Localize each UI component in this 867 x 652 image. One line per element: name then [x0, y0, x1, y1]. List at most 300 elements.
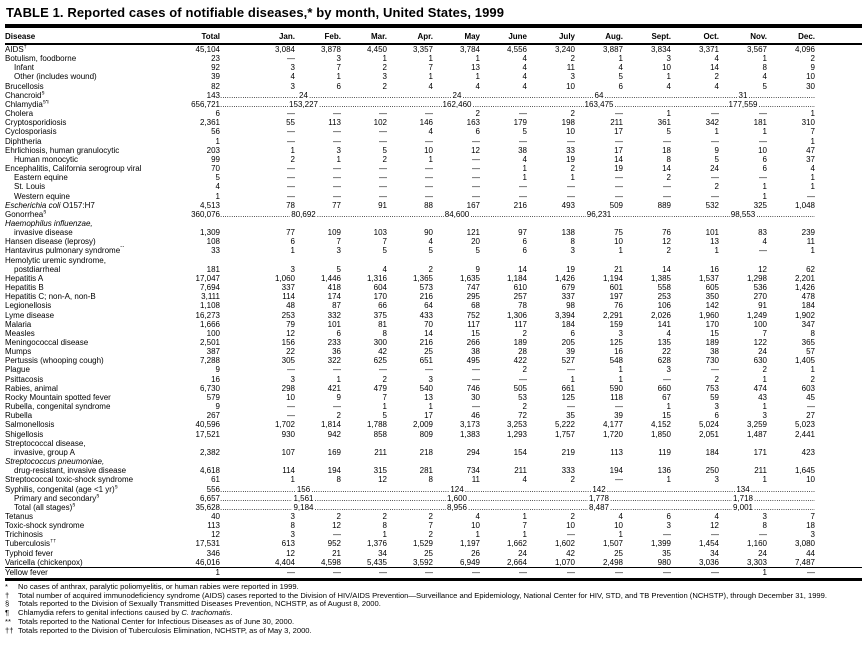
- cell-month: 4: [522, 72, 527, 82]
- cell-month: 4: [714, 54, 719, 64]
- footnote-symbol: §: [5, 599, 10, 609]
- cell-month: —: [333, 191, 341, 201]
- cell-month: 361: [657, 118, 671, 128]
- cell-spacer: [815, 164, 862, 173]
- cell-spacer: [815, 274, 862, 283]
- cell-month: 3: [666, 521, 671, 531]
- cell-spacer: [815, 72, 862, 81]
- table-body: [5, 44, 862, 577]
- cell-month: 70: [424, 319, 433, 329]
- cell-month: 3,878: [320, 45, 341, 54]
- table-row: [5, 109, 862, 118]
- cell-month: 6: [762, 164, 767, 174]
- cell-month: —: [663, 136, 671, 146]
- cell-month: 2: [382, 63, 387, 73]
- cell-total: 2,361: [199, 118, 220, 128]
- table-row: [5, 311, 862, 320]
- cell-month: 117: [467, 319, 480, 329]
- cell-month: —: [807, 191, 815, 201]
- table-row: [5, 91, 862, 100]
- cell-month: —: [480, 567, 527, 577]
- footnote-text: Totals reported to the Division of Tuberculosis Elimination, NCHSTP, as of May 3, 2000.: [18, 625, 312, 635]
- table-row: [5, 356, 862, 365]
- disease-label: AIDS†: [5, 44, 27, 54]
- cell-month: 10: [566, 81, 575, 91]
- cell-month: —: [425, 136, 433, 146]
- table-row: [5, 265, 862, 274]
- disease-label: Salmonellosis: [5, 420, 55, 430]
- table-row: [5, 274, 862, 283]
- disease-label: Psittacosis: [5, 374, 44, 384]
- cell-month: —: [287, 54, 295, 64]
- cell-total: 2,501: [199, 338, 220, 347]
- cell-month: 7: [428, 63, 433, 73]
- cell-spacer: [815, 63, 862, 72]
- cell-month: 3: [428, 374, 433, 384]
- cell-month: 422: [513, 356, 527, 366]
- cell-spacer: [815, 91, 862, 100]
- cell-month: 333: [561, 466, 575, 476]
- cell-month: 2,026: [650, 310, 671, 320]
- disease-label: Infant: [14, 63, 35, 73]
- cell-month: —: [567, 182, 575, 192]
- disease-label: Yellow fever: [5, 567, 190, 577]
- cell-month: 19: [614, 164, 623, 174]
- cell-month: 1: [618, 374, 623, 384]
- cell-month: 753: [705, 383, 719, 393]
- cell-month: 281: [419, 466, 433, 476]
- table-row: [5, 420, 862, 429]
- cell-month: 6: [666, 511, 671, 521]
- cell-spacer: [815, 558, 862, 568]
- cell-spacer: [815, 118, 862, 127]
- cell-month: 3: [290, 63, 295, 73]
- cell-month: 4: [618, 511, 623, 521]
- cell-month: 1: [570, 374, 575, 384]
- disease-label: Hepatitis C; non-A, non-B: [5, 292, 96, 302]
- cell-month: 1: [336, 72, 341, 82]
- cell-quarter: ..... 24 .....: [220, 91, 387, 100]
- table-header-row: [5, 28, 862, 44]
- table-row: [5, 558, 862, 568]
- cell-spacer: [815, 356, 862, 365]
- cell-month: 479: [373, 383, 387, 393]
- cell-month: 117: [514, 319, 527, 329]
- cell-month: 536: [753, 283, 767, 293]
- cell-month: 660: [657, 383, 671, 393]
- cell-month: 18: [806, 521, 815, 531]
- cell-month: 97: [518, 228, 527, 238]
- cell-total: 17,531: [195, 539, 220, 549]
- cell-month: 7: [428, 521, 433, 531]
- cell-quarter: ..... 156 .....: [220, 485, 387, 494]
- cell-spacer: [815, 44, 862, 54]
- cell-spacer: [815, 375, 862, 384]
- cell-total: 7,288: [199, 356, 220, 366]
- disease-label: Brucellosis: [5, 81, 44, 91]
- table-row: [5, 118, 862, 127]
- cell-spacer: [815, 146, 862, 155]
- cell-month: 2,051: [698, 429, 719, 439]
- cell-month: 3: [570, 72, 575, 82]
- disease-label: Toxic-shock syndrome: [5, 521, 85, 531]
- cell-month: —: [615, 191, 623, 201]
- cell-month: 9: [336, 392, 341, 402]
- table-row: [5, 411, 862, 420]
- cell-month: —: [472, 136, 480, 146]
- footnote-symbol: ††: [5, 625, 14, 635]
- cell-total: 17,047: [195, 273, 220, 283]
- cell-total: 1,309: [199, 228, 220, 238]
- cell-month: 184: [801, 301, 815, 311]
- cell-month: 179: [513, 118, 527, 128]
- cell-month: 6: [618, 81, 623, 91]
- cell-month: —: [615, 173, 623, 183]
- cell-total: 45,104: [195, 45, 220, 54]
- cell-total: 556: [206, 484, 220, 494]
- cell-quarter: ..... 1,600 .....: [387, 494, 527, 503]
- cell-month: 1,184: [506, 273, 527, 283]
- cell-month: 5: [336, 264, 341, 274]
- cell-month: 216: [419, 292, 433, 302]
- cell-month: —: [519, 182, 527, 192]
- cell-month: 122: [753, 338, 767, 347]
- cell-month: 194: [609, 466, 623, 476]
- cell-month: 651: [419, 356, 433, 366]
- disease-label: Total (all stages)§: [14, 502, 76, 512]
- cell-month: 16: [614, 347, 623, 357]
- cell-month: 270: [753, 292, 767, 302]
- cell-month: 747: [466, 283, 480, 293]
- cell-month: —: [379, 109, 387, 119]
- table-row: [5, 219, 862, 228]
- cell-month: 38: [710, 347, 719, 357]
- cell-month: 1: [290, 475, 295, 485]
- cell-month: 163: [466, 118, 480, 128]
- cell-empty: [220, 219, 815, 228]
- cell-total: 656,721: [191, 99, 220, 109]
- cell-month: 2: [570, 511, 575, 521]
- cell-month: 1,446: [320, 273, 341, 283]
- cell-month: 219: [561, 447, 575, 457]
- cell-month: 6: [290, 237, 295, 247]
- disease-label: Eastern equine: [14, 173, 68, 183]
- cell-month: 2: [382, 81, 387, 91]
- cell-month: 433: [419, 310, 433, 320]
- cell-month: —: [379, 191, 387, 201]
- cell-month: 91: [378, 200, 387, 210]
- cell-month: —: [333, 365, 341, 375]
- cell-total: 17,521: [195, 429, 220, 439]
- cell-month: 30: [471, 392, 480, 402]
- cell-month: 495: [466, 356, 480, 366]
- cell-month: —: [519, 191, 527, 201]
- cell-month: 3: [810, 530, 815, 540]
- cell-month: 1,060: [274, 273, 295, 283]
- cell-month: 211: [754, 466, 767, 476]
- cell-month: 12: [332, 521, 341, 531]
- cell-month: —: [615, 475, 623, 485]
- table-row: [5, 256, 862, 265]
- cell-month: 4: [428, 127, 433, 137]
- cell-total: 360,076: [191, 209, 220, 219]
- cell-month: 1,850: [650, 429, 671, 439]
- cell-month: 4,096: [794, 45, 815, 54]
- cell-spacer: [815, 457, 862, 466]
- cell-month: 4: [666, 81, 671, 91]
- footnote-symbol: **: [5, 616, 11, 626]
- cell-month: 4: [762, 237, 767, 247]
- cell-month: 1,757: [554, 429, 575, 439]
- cell-month: 12: [710, 521, 719, 531]
- cell-month: 590: [609, 383, 623, 393]
- cell-month: 532: [705, 200, 719, 210]
- cell-quarter: ..... 1,561 .....: [220, 494, 387, 503]
- cell-month: 14: [662, 164, 671, 174]
- cell-month: —: [472, 374, 480, 384]
- table-row: [5, 155, 862, 164]
- table-row: [5, 402, 862, 411]
- cell-month: 6: [522, 237, 527, 247]
- disease-label: Lyme disease: [5, 310, 55, 320]
- cell-month: 6: [762, 154, 767, 164]
- column-header: May: [433, 28, 480, 44]
- cell-month: 2: [475, 109, 480, 119]
- disease-label: Hantavirus pulmonary syndrome**: [5, 246, 125, 256]
- cell-spacer: [815, 237, 862, 246]
- footnote-text: Chlamydia refers to genital infections caused by C. trachomatis.: [18, 608, 233, 618]
- cell-month: 118: [610, 392, 623, 402]
- cell-month: 250: [705, 466, 719, 476]
- cell-month: 1,376: [366, 539, 387, 549]
- cell-quarter: ..... 163,475 .....: [527, 100, 671, 109]
- disease-label: Varicella (chickenpox): [5, 557, 83, 567]
- cell-month: 103: [373, 228, 387, 238]
- cell-spacer: [815, 549, 862, 558]
- cell-month: 1,399: [650, 539, 671, 549]
- cell-month: 42: [566, 548, 575, 558]
- table-row: [5, 448, 862, 457]
- cell-spacer: [815, 265, 862, 274]
- cell-month: 474: [753, 383, 767, 393]
- footnote-text: No cases of anthrax, paralytic poliomyelitis, or human rabies were reported in 1999.: [18, 582, 299, 592]
- cell-month: —: [379, 136, 387, 146]
- cell-month: 1: [810, 136, 815, 146]
- cell-spacer: [815, 448, 862, 457]
- cell-spacer: [815, 402, 862, 411]
- cell-month: 100: [753, 319, 767, 329]
- cell-month: 375: [373, 310, 387, 320]
- cell-spacer: [815, 521, 862, 530]
- disease-label: Cholera: [5, 109, 34, 119]
- cell-month: 942: [327, 429, 341, 439]
- cell-month: 4: [618, 63, 623, 73]
- cell-month: 38: [471, 347, 480, 357]
- cell-month: 24: [758, 548, 767, 558]
- cell-month: 197: [609, 292, 623, 302]
- cell-month: 19: [566, 264, 575, 274]
- cell-month: 2: [714, 374, 719, 384]
- cell-month: —: [711, 365, 719, 375]
- cell-month: 24: [710, 164, 719, 174]
- cell-total: 1: [215, 191, 220, 201]
- cell-month: 952: [327, 539, 341, 549]
- cell-total: 56: [211, 127, 220, 137]
- cell-month: 3,394: [554, 310, 575, 320]
- cell-month: —: [379, 127, 387, 137]
- cell-month: 113: [328, 118, 341, 128]
- cell-month: —: [287, 191, 295, 201]
- cell-month: 2: [428, 264, 433, 274]
- column-header: Nov.: [719, 28, 767, 44]
- cell-spacer: [815, 420, 862, 429]
- cell-month: 181: [753, 118, 767, 128]
- cell-month: —: [379, 365, 387, 375]
- cell-month: 13: [710, 237, 719, 247]
- disease-label: Primary and secondary§: [14, 493, 100, 503]
- cell-spacer: [815, 347, 862, 356]
- cell-month: 109: [327, 228, 341, 238]
- cell-month: 18: [662, 145, 671, 155]
- cell-month: 211: [374, 447, 387, 457]
- column-header: Jan.: [220, 28, 295, 44]
- cell-month: —: [333, 182, 341, 192]
- cell-month: 3,253: [506, 420, 527, 430]
- cell-month: —: [287, 411, 295, 421]
- table-row: [5, 182, 862, 191]
- cell-month: 613: [281, 539, 295, 549]
- cell-month: 1: [336, 374, 341, 384]
- cell-month: 21: [332, 548, 341, 558]
- cell-month: 257: [513, 292, 527, 302]
- cell-month: 12: [662, 237, 671, 247]
- cell-spacer: [815, 246, 862, 255]
- cell-month: 9: [475, 264, 480, 274]
- cell-month: 98: [566, 301, 575, 311]
- table-row: [5, 82, 862, 91]
- footnote-symbol: †: [5, 590, 10, 600]
- cell-month: 15: [471, 328, 480, 338]
- cell-spacer: [815, 466, 862, 475]
- cell-total: 6,657: [199, 493, 220, 503]
- cell-month: 253: [281, 310, 295, 320]
- cell-month: 7: [810, 127, 815, 137]
- cell-quarter: ..... 142 .....: [527, 485, 671, 494]
- cell-month: —: [567, 402, 575, 412]
- cell-month: —: [333, 136, 341, 146]
- cell-month: 3: [290, 264, 295, 274]
- cell-total: [190, 256, 220, 265]
- table-row: [5, 127, 862, 136]
- cell-month: 1: [475, 530, 480, 540]
- cell-month: 26: [471, 548, 480, 558]
- cell-month: 1,454: [698, 539, 719, 549]
- cell-quarter: ..... 1,778 .....: [527, 494, 671, 503]
- cell-spacer: [815, 530, 862, 539]
- table-row: [5, 72, 862, 81]
- footnote-symbol: ¶: [5, 608, 10, 618]
- cell-month: 8: [290, 521, 295, 531]
- cell-month: 9: [810, 63, 815, 73]
- cell-month: —: [807, 402, 815, 412]
- cell-total: 6,730: [199, 383, 220, 393]
- cell-spacer: [815, 109, 862, 118]
- cell-month: 1,529: [412, 539, 433, 549]
- cell-total: 203: [206, 145, 220, 155]
- cell-month: 1,194: [602, 273, 623, 283]
- cell-month: 980: [657, 557, 671, 567]
- table-row: [5, 503, 862, 512]
- cell-month: 3: [336, 246, 341, 256]
- cell-month: 1,487: [746, 429, 767, 439]
- cell-month: 1: [762, 402, 767, 412]
- disease-label: Tetanus: [5, 511, 34, 521]
- cell-month: 88: [424, 200, 433, 210]
- cell-month: 24: [758, 347, 767, 357]
- cell-month: —: [567, 191, 575, 201]
- cell-month: 3,371: [698, 45, 719, 54]
- cell-month: 77: [332, 200, 341, 210]
- cell-month: —: [472, 154, 480, 164]
- cell-month: 12: [378, 475, 387, 485]
- cell-total: 92: [211, 63, 220, 73]
- cell-month: 142: [705, 301, 719, 311]
- cell-month: 3: [570, 246, 575, 256]
- cell-month: 573: [419, 283, 433, 293]
- table-row: [5, 137, 862, 146]
- cell-month: 68: [471, 301, 480, 311]
- cell-month: 7: [382, 237, 387, 247]
- cell-month: 114: [282, 292, 295, 302]
- cell-month: 14: [662, 264, 671, 274]
- cell-month: 5: [714, 154, 719, 164]
- cell-month: 1: [428, 154, 433, 164]
- cell-month: 14: [710, 63, 719, 73]
- cell-month: 310: [801, 118, 815, 128]
- cell-month: —: [663, 191, 671, 201]
- cell-month: 2: [570, 54, 575, 64]
- cell-month: 298: [281, 383, 295, 393]
- disease-label: Rabies, animal: [5, 383, 58, 393]
- cell-month: 184: [561, 319, 575, 329]
- disease-label: Ehrlichiosis, human granulocytic: [5, 145, 120, 155]
- cell-month: 1: [522, 173, 527, 183]
- cell-total: 16,273: [195, 310, 220, 320]
- cell-total: 16: [211, 374, 220, 384]
- cell-month: 350: [705, 292, 719, 302]
- disease-label: Rubella, congenital syndrome: [5, 402, 111, 412]
- disease-label: Diphtheria: [5, 136, 42, 146]
- cell-month: 10: [471, 521, 480, 531]
- cell-month: 630: [753, 356, 767, 366]
- cell-month: 10: [286, 392, 295, 402]
- cell-month: 101: [705, 228, 719, 238]
- cell-month: —: [425, 182, 433, 192]
- cell-spacer: [815, 137, 862, 146]
- cell-month: 7: [762, 328, 767, 338]
- cell-month: 2,664: [506, 557, 527, 567]
- table-row: [5, 146, 862, 155]
- cell-month: 1: [762, 191, 767, 201]
- cell-month: 159: [609, 319, 623, 329]
- cell-spacer: [815, 301, 862, 310]
- cell-month: 211: [610, 118, 623, 128]
- cell-month: 1: [290, 145, 295, 155]
- cell-month: —: [220, 567, 295, 577]
- cell-month: —: [527, 567, 575, 577]
- cell-total: 143: [206, 90, 220, 100]
- cell-month: —: [472, 173, 480, 183]
